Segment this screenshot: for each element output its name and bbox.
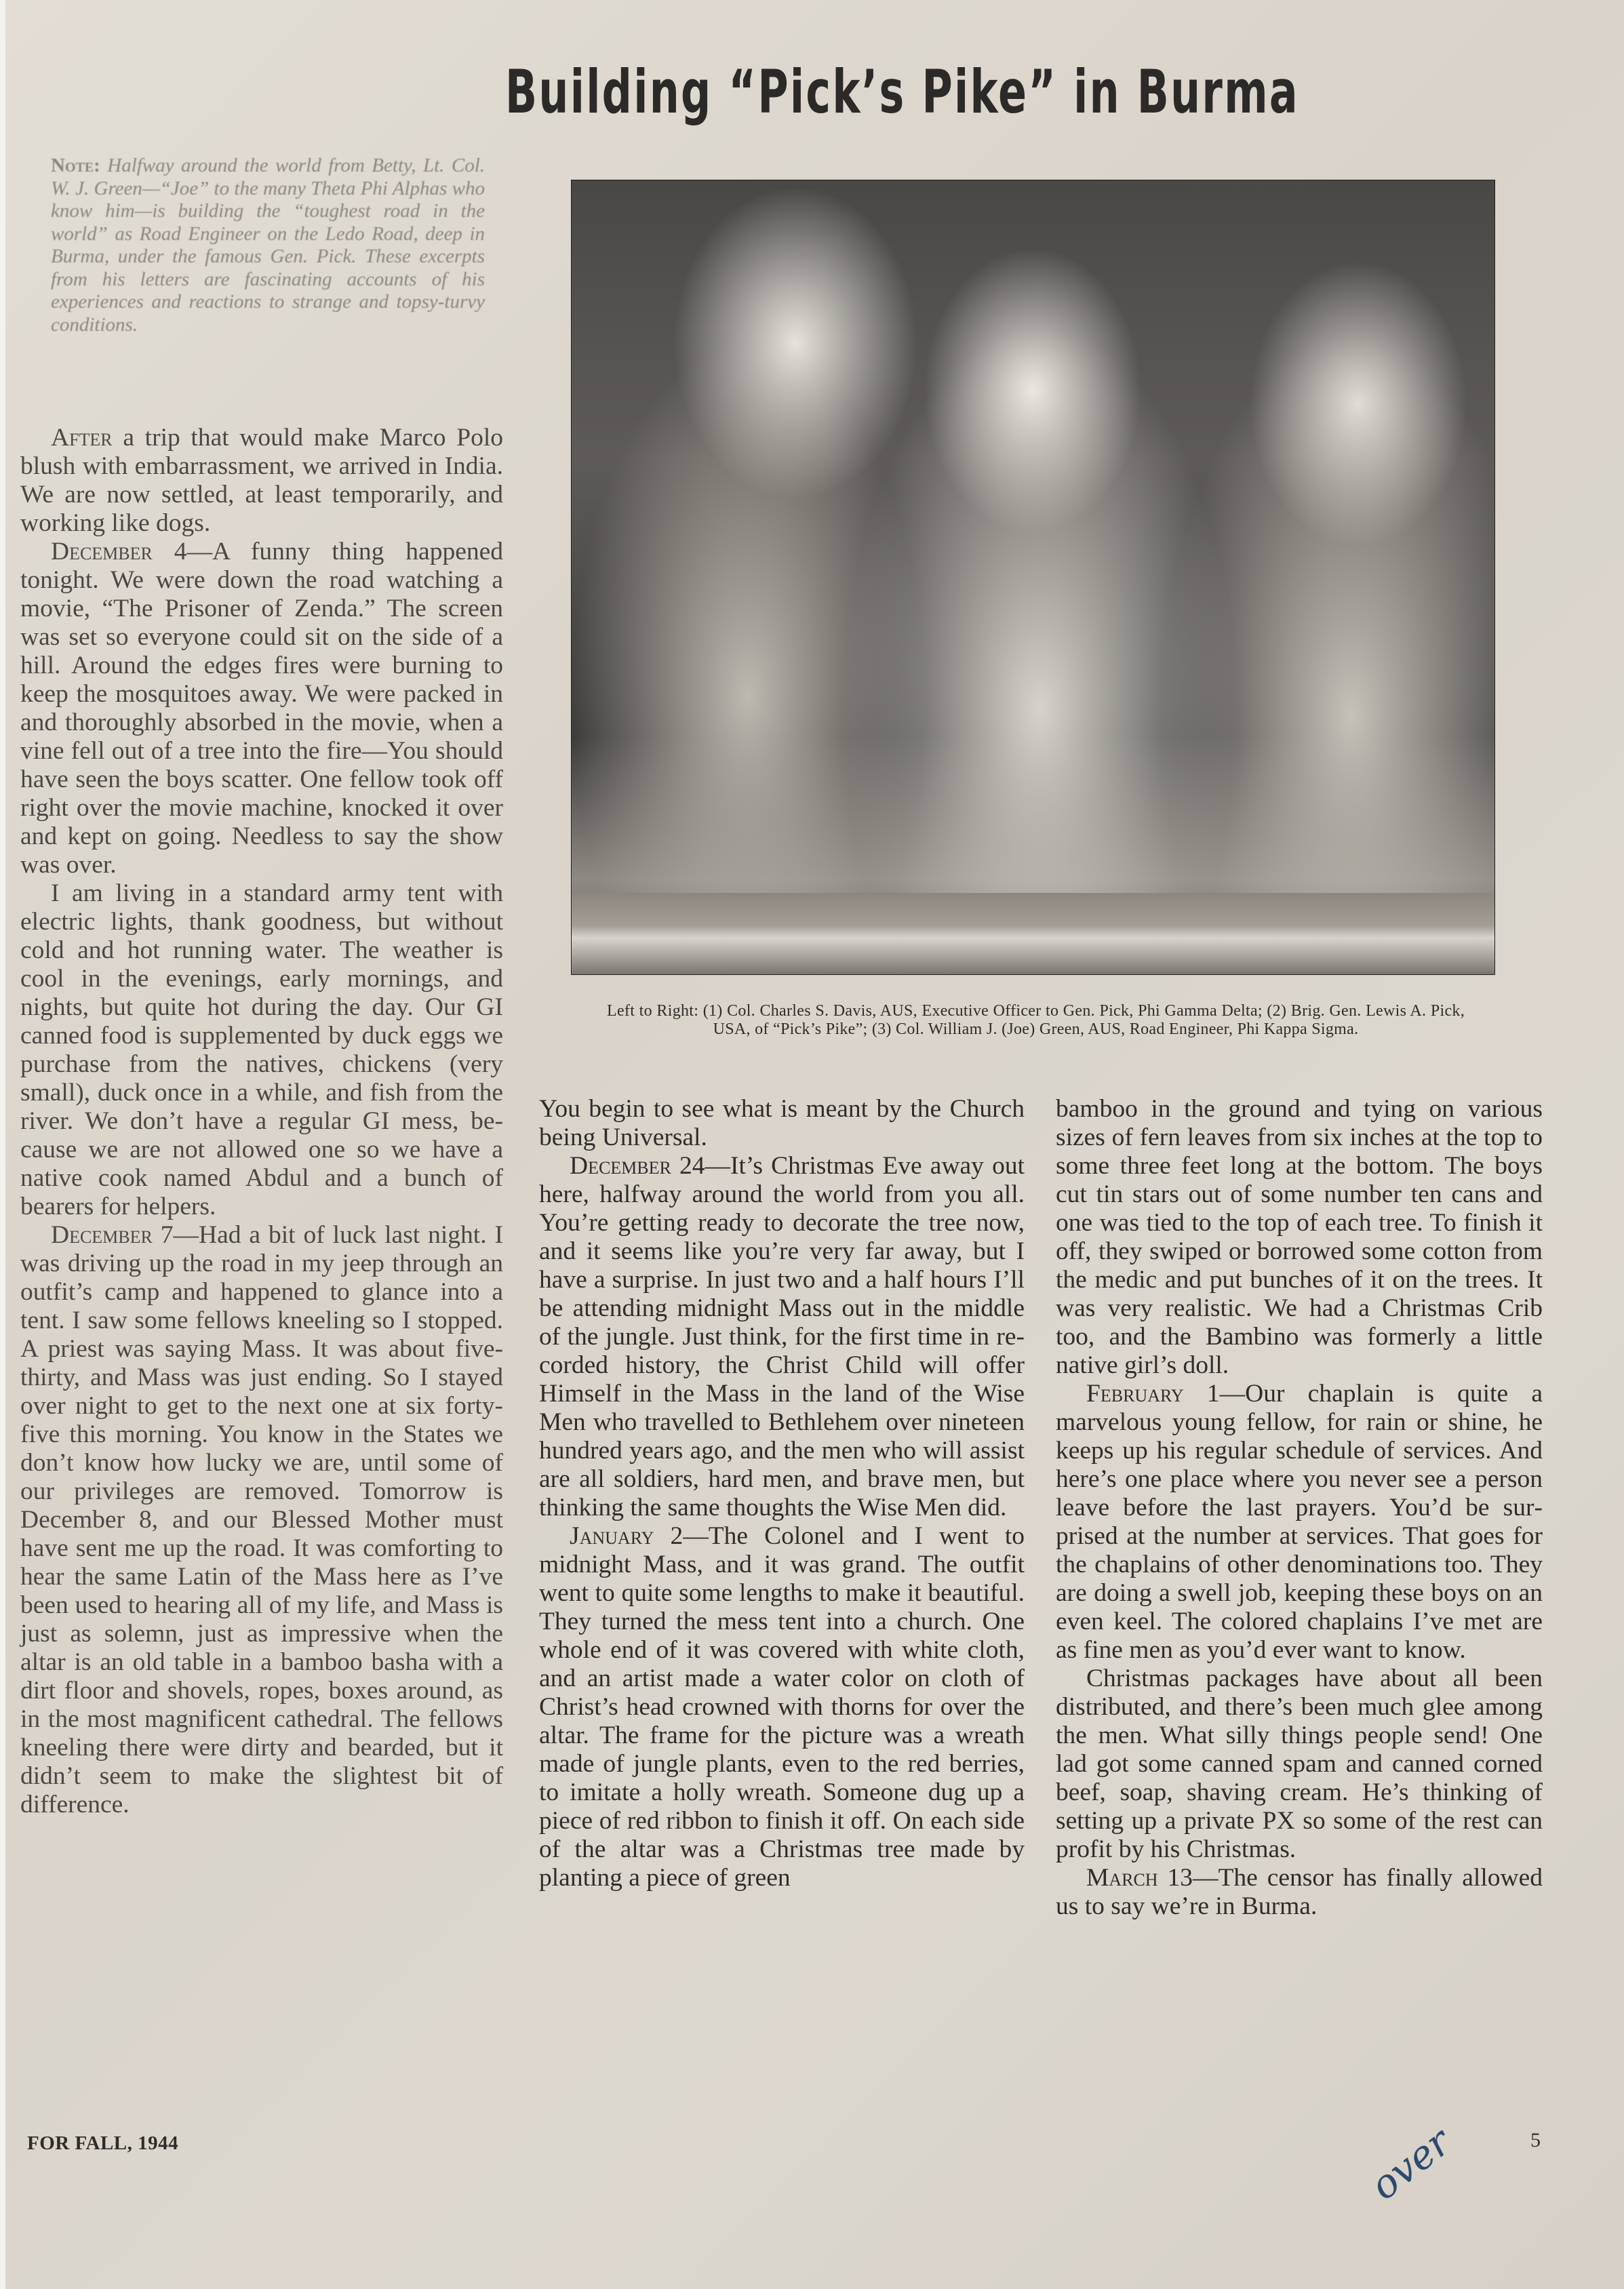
article-title: Building “Pick’s Pike” in Burma bbox=[505, 57, 1299, 127]
paragraph-lead: March bbox=[1086, 1864, 1158, 1892]
paragraph-lead: December bbox=[51, 1221, 153, 1249]
note-label: Note: bbox=[51, 155, 100, 176]
handwritten-note-text: over bbox=[1362, 2118, 1460, 2209]
paragraph: December 7—Had a bit of luck last night. I was driving up the road in my jeep through an outfit’s camp and happened to glance into a tent. I saw some fellows kneeling so I stopped. A priest was saying Mass. It was about five-thirty, and Mass was just ending. So I stayed over night to get to the next one at six forty-five this morning. You know in the States we don’t know how lucky we are, until some of our privileges are removed. Tomorrow is December 8, and our Blessed Mother must have sent me up the road. It was comforting to hear the same Latin of the Mass here as I’ve been used to hearing all of my life, and Mass is just as solemn, just as impressive when the altar is an old table in a bamboo basha with a dirt floor and shovels, ropes, boxes around, as in the most magnificent cathedral. The fellows kneeling there were dirty and bearded, but it didn’t seem to make the slightest bit of difference. bbox=[20, 1221, 503, 1818]
page-number: 5 bbox=[1530, 2129, 1541, 2151]
paragraph: You begin to see what is meant by the Church being Universal. bbox=[539, 1095, 1025, 1151]
photo-map-table bbox=[572, 893, 1494, 974]
paragraph: After a trip that would make Marco Polo blush with embarrassment, we arrived in India. We are now settled, at least temporarily, and working like dogs. bbox=[20, 424, 503, 537]
column-left bbox=[20, 424, 503, 1819]
paragraph: bamboo in the ground and tying on various sizes of fern leaves from six inches at the top to some three feet long at the bottom. The boys cut tin stars out of some number ten cans and one was tied to the top of each tree. To finish it off, they swiped or borrowed some cotton from the medic and put bunches of it on the trees. It was very realistic. We had a Christmas Crib too, and the Bambino was formerly a little native girl’s doll. bbox=[1056, 1095, 1543, 1379]
paragraph: March 13—The censor has finally allowed us to say we’re in Burma. bbox=[1056, 1864, 1543, 1920]
issue-label: FOR FALL, 1944 bbox=[27, 2132, 179, 2154]
paragraph: Christmas packages have about all been distributed, and there’s been much glee among the men. What silly things people send! One lad got some canned spam and canned corned beef, soap, shaving cream. He’s thinking of setting up a private PX so some of the rest can profit by his Christmas. bbox=[1056, 1665, 1543, 1863]
paragraph: I am living in a standard army tent with electric lights, thank goodness, but without cold and hot running water. The weather is cool in the evenings, early mornings, and nights, but quite hot during the day. Our GI canned food is supplemented by duck eggs we purchase from the natives, chickens (very small), duck once in a while, and fish from the river. We don’t have a regular GI mess, because we are not allowed one so we have a native cook named Abdul and a bunch of bearers for helpers. bbox=[20, 879, 503, 1220]
paragraph: December 24—It’s Christmas Eve away out here, halfway around the world from you all. You’re getting ready to decorate the tree now, and it seems like you’re very far away, but I have a surprise. In just two and a half hours I’ll be attending midnight Mass out in the middle of the jungle. Just think, for the first time in recorded history, the Christ Child will offer Himself in the Mass in the land of the Wise Men who travelled to Bethlehem over nineteen hundred years ago, and the men who will assist are all soldiers, hard men, and brave men, but thinking the same thoughts the Wise Men did. bbox=[539, 1152, 1025, 1521]
paragraph-lead: January bbox=[570, 1522, 654, 1550]
paragraph-lead: After bbox=[51, 424, 113, 452]
column-right bbox=[1056, 1095, 1543, 1921]
page-edge bbox=[0, 0, 5, 2289]
paragraph: December 4—A funny thing happened tonight. We were down the road watching a movie, “The Prisoner of Zenda.” The screen was set so everyone could sit on the side of a hill. Around the edges fires were burning to keep the mosquitoes away. We were packed in and thoroughly absorbed in the movie, when a vine fell out of a tree into the fire—You should have seen the boys scatter. One fellow took off right over the movie machine, knocked it over and kept on going. Needless to say the show was over. bbox=[20, 538, 503, 879]
handwritten-note bbox=[1362, 2118, 1526, 2244]
photo-caption: Left to Right: (1) Col. Charles S. Davis, AUS, Executive Officer to Gen. Pick, Phi Gamma Delta; (2) Brig. Gen. Lewis A. Pick, USA, of “Pick’s Pike”; (3) Col. William J. (Joe) Green, AUS, Road Engineer, Phi Kappa Sigma. bbox=[607, 1002, 1465, 1038]
paragraph: February 1—Our chaplain is quite a marvelous young fellow, for rain or shine, he keeps up his regular schedule of services. And here’s one place where you never see a person leave before the last prayers. You’d be surprised at the number at services. That goes for the chaplains of other denominations too. They are doing a swell job, keeping these boys on an even keel. The colored chaplains I’ve met are as fine men as you’d ever want to know. bbox=[1056, 1380, 1543, 1664]
paragraph-lead: February bbox=[1086, 1380, 1184, 1408]
column-middle bbox=[539, 1095, 1025, 1892]
paragraph-lead: December bbox=[570, 1152, 671, 1180]
paragraph-lead: December bbox=[51, 538, 153, 565]
note-text: Halfway around the world from Betty, Lt. Col. W. J. Green—“Joe” to the many Theta Phi Alphas who know him—is building the “toughest road in the world” as Road Engineer on the Ledo Road, deep in Burma, under the famous Gen. Pick. These excerpts from his letters are fascinating accounts of his experiences and reactions to strange and topsy-turvy conditions. bbox=[51, 155, 485, 336]
paragraph: January 2—The Colonel and I went to midnight Mass, and it was grand. The outfit went to quite some lengths to make it beautiful. They turned the mess tent into a church. One whole end of it was covered with white cloth, and an artist made a water color on cloth of Christ’s head crowned with thorns for over the altar. The frame for the picture was a wreath made of jungle plants, even to the red berries, to imitate a holly wreath. Someone dug up a piece of red ribbon to finish it off. On each side of the altar was a Christmas tree made by planting a piece of green bbox=[539, 1522, 1025, 1892]
editor-note bbox=[51, 155, 485, 336]
article-photo bbox=[571, 180, 1495, 975]
